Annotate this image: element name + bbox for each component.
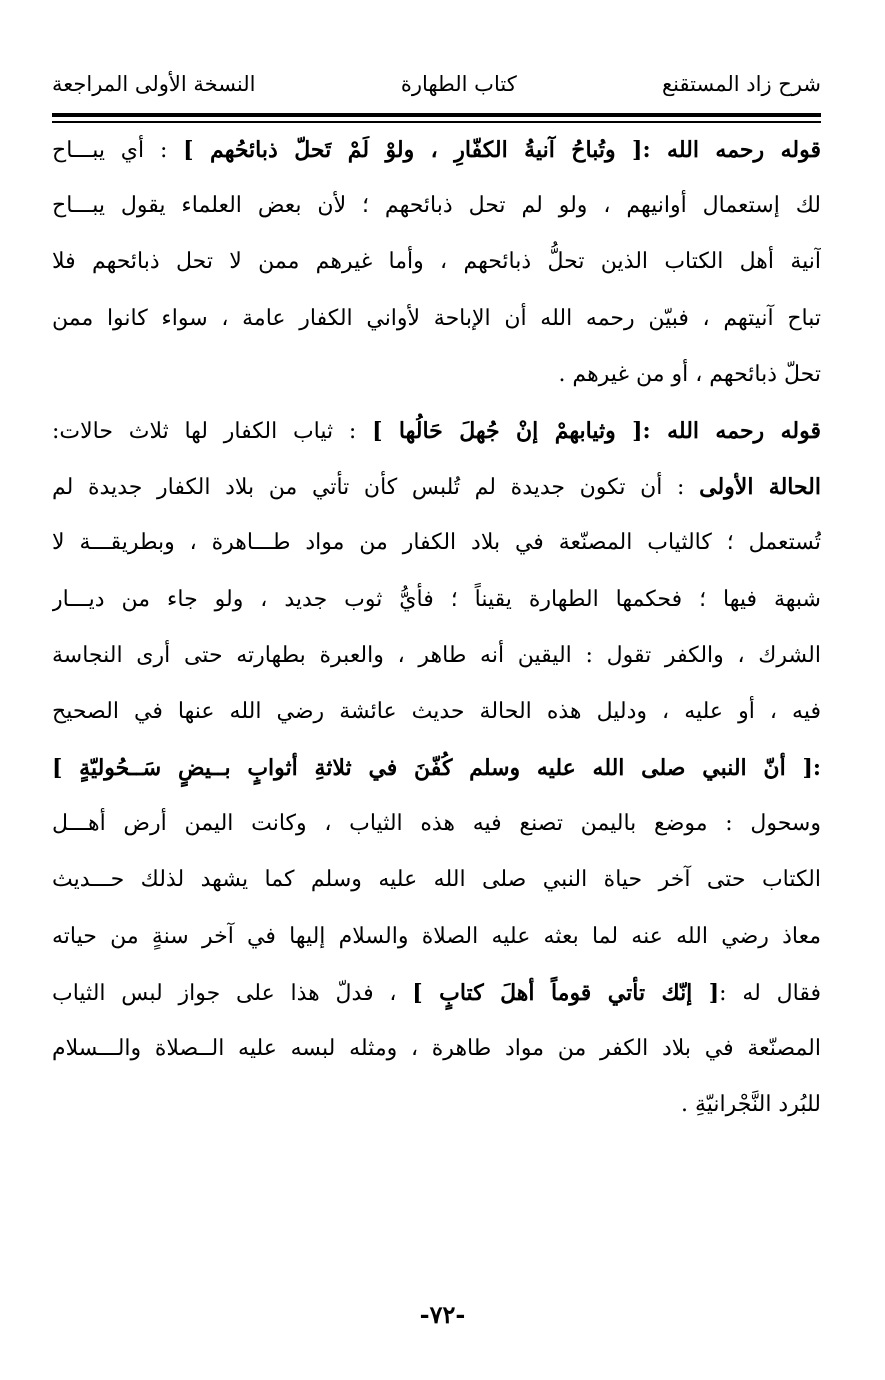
text-segment: : ثياب الكفار لها ثلاث حالات: (52, 418, 373, 444)
text-line (52, 122, 821, 178)
text-segment: تُستعمل ؛ كالثياب المصنّعة في بلاد الكفار من مواد طـــاهرة ، وبطريقـــة لا (52, 530, 821, 556)
text-line (52, 965, 821, 1021)
page-number: -٧٢- (419, 1300, 466, 1329)
text-line (52, 909, 821, 965)
text-segment: آنية أهل الكتاب الذين تحلُّ ذبائحهم ، وأما غيرهم ممن لا تحل ذبائحهم فلا (52, 249, 821, 275)
bold-text-segment: :[ أنّ النبي صلى الله عليه وسلم كُفّنَ في ثلاثةِ أثوابٍ بــيضٍ سَــحُوليّةٍ ] (52, 755, 821, 782)
body-text (52, 122, 821, 1133)
text-line (52, 459, 821, 515)
text-line (52, 515, 821, 571)
bold-text-segment: قوله رحمه الله :[ وتُباحُ آنيةُ الكفّارِ ، ولوْ لَمْ تَحلّ ذبائحُهم ] (183, 137, 821, 163)
text-line (52, 628, 821, 684)
header-book-title: شرح زاد المستقنع (662, 72, 821, 96)
text-segment: فيه ، أو عليه ، ودليل هذه الحالة حديث عائشة رضي الله عنها في الصحيح (52, 698, 821, 724)
header-edition-note: النسخة الأولى المراجعة (52, 72, 256, 96)
text-line (52, 1021, 821, 1077)
text-line (52, 291, 821, 347)
text-line (52, 178, 821, 234)
text-segment: شبهة فيها ؛ فحكمها الطهارة يقيناً ؛ فأيُّ ثوب جديد ، ولو جاء من ديـــار (52, 586, 821, 612)
header-chapter-title: كتاب الطهارة (400, 72, 517, 96)
text-segment: تباح آنيتهم ، فبيّن رحمه الله أن الإباحة لأواني الكفار عامة ، سواء كانوا ممن (52, 305, 821, 331)
text-line (52, 572, 821, 628)
text-segment: ، فدلّ هذا على جواز لبس الثياب (52, 980, 413, 1006)
bold-text-segment: الحالة الأولى (699, 474, 821, 501)
running-header (52, 64, 821, 104)
text-segment: للبُرد النَّجْرانيّةِ . (680, 1092, 821, 1118)
text-line (52, 1077, 821, 1133)
text-segment: المصنّعة في بلاد الكفر من مواد طاهرة ، ومثله لبسه عليه الــصلاة والـــسلام (52, 1036, 821, 1061)
text-line (52, 347, 821, 403)
bold-text-segment: قوله رحمه الله :[ وثيابهمْ إنْ جُهلَ حَالُها ] (372, 417, 821, 444)
text-segment: معاذ رضي الله عنه لما بعثه عليه الصلاة والسلام إليها في آخر سنةٍ من حياته (52, 923, 821, 949)
text-segment: فقال له : (719, 980, 821, 1006)
text-segment: لك إستعمال أوانيهم ، ولو لم تحل ذبائحهم ؛ لأن بعض العلماء يقول يبـــاح (52, 193, 821, 219)
header-rule-thick (52, 113, 821, 117)
text-line (52, 796, 821, 852)
text-segment: تحلّ ذبائحهم ، أو من غيرهم . (558, 361, 821, 387)
bold-text-segment: [ إنّك تأتي قوماً أهلَ كتابٍ ] (412, 979, 720, 1006)
text-line (52, 403, 821, 459)
text-segment: الشرك ، والكفر تقول : اليقين أنه طاهر ، والعبرة بطهارته حتى أرى النجاسة (52, 642, 821, 668)
text-segment: : أي يبـــاح (52, 138, 184, 163)
text-segment: الكتاب حتى آخر حياة النبي صلى الله عليه وسلم كما يشهد لذلك حـــديث (52, 867, 821, 893)
text-segment: : أن تكون جديدة لم تُلبس كأن تأتي من بلاد الكفار جديدة لم (52, 475, 700, 501)
text-line (52, 740, 821, 796)
text-line (52, 684, 821, 740)
text-line (52, 852, 821, 908)
text-line (52, 234, 821, 290)
text-segment: وسحول : موضع باليمن تصنع فيه هذه الثياب ، وكانت اليمن أرض أهـــل (52, 811, 821, 837)
